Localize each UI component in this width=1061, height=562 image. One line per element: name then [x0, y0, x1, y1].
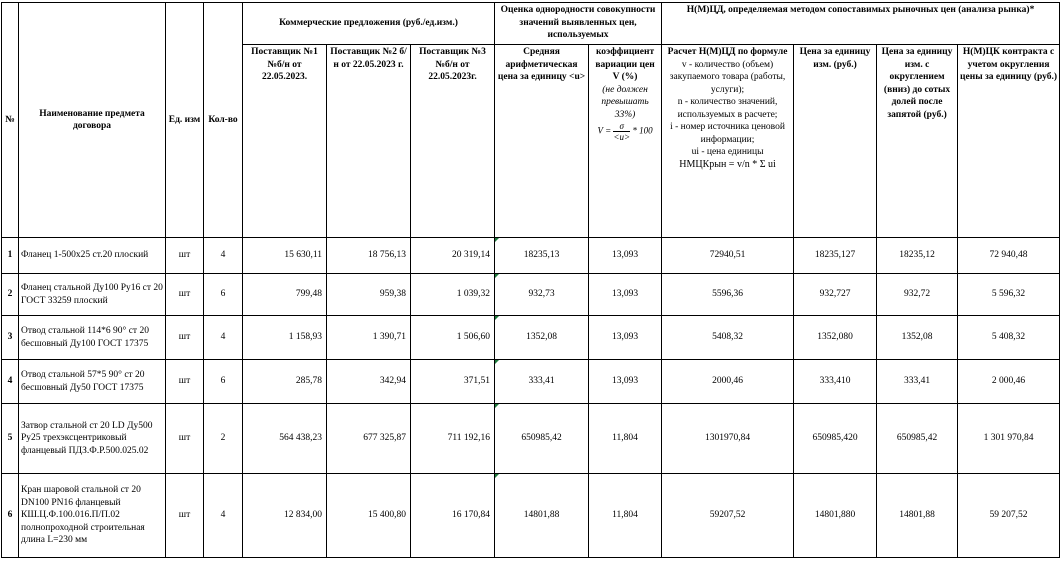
table-row [2, 404, 1060, 474]
row-rounded: 650985,42 [877, 404, 958, 474]
variation-title: коэффициент вариации цен V (%) [595, 47, 655, 82]
variation-formula [591, 121, 659, 142]
row-avg: 333,41 [495, 360, 589, 404]
row-rounded: 1352,08 [877, 316, 958, 360]
row-supplier-1: 15 630,11 [243, 238, 327, 274]
row-qty: 6 [204, 360, 243, 404]
row-variation: 11,804 [589, 474, 662, 558]
row-contract: 5 408,32 [958, 316, 1060, 360]
header-supplier-3: Поставщик №3 №б/н от 22.05.2023г. [411, 45, 495, 238]
table-row [2, 274, 1060, 316]
row-supplier-1: 799,48 [243, 274, 327, 316]
variation-formula-lhs: V = [597, 125, 612, 136]
row-supplier-3: 1 039,32 [411, 274, 495, 316]
row-unit: шт [166, 238, 204, 274]
row-qty: 4 [204, 238, 243, 274]
header-homogeneity-group: Оценка однородности совокупности значений выявленных цен, используемых [495, 3, 662, 45]
row-rounded: 18235,12 [877, 238, 958, 274]
table-row [2, 360, 1060, 404]
header-name: Наименование предмета договора [19, 3, 166, 238]
row-contract: 72 940,48 [958, 238, 1060, 274]
row-no: 4 [2, 360, 19, 404]
row-supplier-3: 20 319,14 [411, 238, 495, 274]
row-supplier-2: 677 325,87 [327, 404, 411, 474]
row-supplier-2: 1 390,71 [327, 316, 411, 360]
row-name: Фланец стальной Ду100 Ру16 ст 20 ГОСТ 33259 плоский [19, 274, 166, 316]
header-supplier-1: Поставщик №1 №б/н от 22.05.2023. [243, 45, 327, 238]
row-name: Фланец 1-500х25 ст.20 плоский [19, 238, 166, 274]
row-unit: шт [166, 474, 204, 558]
row-name: Кран шаровой стальной ст 20 DN100 PN16 фланцевый КШ.Ц.Ф.100.016.П/П.02 полнопроходной строительная длина L=230 мм [19, 474, 166, 558]
header-qty: Кол-во [204, 3, 243, 238]
variation-frac-bottom: <u> [613, 132, 631, 142]
header-nmcd-group: Н(М)ЦД, определяемая методом сопоставимых рыночных цен (анализа рынка)* [662, 3, 1060, 45]
row-qty: 4 [204, 316, 243, 360]
calc-formula: НМЦКрын = v/n * Σ ui [679, 158, 776, 170]
row-supplier-2: 342,94 [327, 360, 411, 404]
row-name: Отвод стальной 114*6 90° ст 20 бесшовный Ду100 ГОСТ 17375 [19, 316, 166, 360]
row-supplier-1: 285,78 [243, 360, 327, 404]
price-justification-table [1, 2, 1060, 558]
row-contract: 5 596,32 [958, 274, 1060, 316]
row-contract: 59 207,52 [958, 474, 1060, 558]
row-avg: 1352,08 [495, 316, 589, 360]
row-unit-price: 1352,080 [794, 316, 877, 360]
row-qty: 4 [204, 474, 243, 558]
header-calc [662, 45, 794, 238]
row-name: Отвод стальной 57*5 90° ст 20 бесшовный Ду50 ГОСТ 17375 [19, 360, 166, 404]
row-name: Затвор стальной ст 20 LD Ду500 Ру25 трехэксцентриковый фланцевый ПДЗ.Ф.Р.500.025.02 [19, 404, 166, 474]
row-unit-price: 18235,127 [794, 238, 877, 274]
row-unit-price: 932,727 [794, 274, 877, 316]
row-avg: 650985,42 [495, 404, 589, 474]
table-row [2, 316, 1060, 360]
row-unit-price: 14801,880 [794, 474, 877, 558]
row-no: 3 [2, 316, 19, 360]
row-calc: 5408,32 [662, 316, 794, 360]
row-calc: 2000,46 [662, 360, 794, 404]
header-avg-price: Средняя арифметическая цена за единицу <u> [495, 45, 589, 238]
row-no: 2 [2, 274, 19, 316]
row-calc: 5596,36 [662, 274, 794, 316]
header-unit: Ед. изм [166, 3, 204, 238]
variation-fraction [613, 121, 630, 142]
row-contract: 1 301 970,84 [958, 404, 1060, 474]
row-contract: 2 000,46 [958, 360, 1060, 404]
header-unit-price: Цена за единицу изм. (руб.) [794, 45, 877, 238]
row-supplier-2: 15 400,80 [327, 474, 411, 558]
header-contract-price: Н(М)ЦК контракта с учетом округления цены за единицу (руб.) [958, 45, 1060, 238]
row-supplier-1: 1 158,93 [243, 316, 327, 360]
calc-i: i - номер источника ценовой информации; [670, 122, 785, 145]
row-supplier-3: 16 170,84 [411, 474, 495, 558]
row-unit: шт [166, 404, 204, 474]
variation-frac-top: σ [613, 121, 630, 132]
row-unit-price: 333,410 [794, 360, 877, 404]
variation-note: (не должен превышать 33%) [601, 84, 649, 120]
variation-formula-mult: * 100 [632, 125, 653, 136]
row-rounded: 333,41 [877, 360, 958, 404]
row-qty: 2 [204, 404, 243, 474]
row-calc: 59207,52 [662, 474, 794, 558]
row-supplier-1: 12 834,00 [243, 474, 327, 558]
header-variation [589, 45, 662, 238]
calc-ui: ui - цена единицы [691, 147, 764, 157]
row-unit: шт [166, 274, 204, 316]
row-supplier-3: 711 192,16 [411, 404, 495, 474]
row-variation: 11,804 [589, 404, 662, 474]
row-unit-price: 650985,420 [794, 404, 877, 474]
table-row [2, 238, 1060, 274]
row-avg: 14801,88 [495, 474, 589, 558]
header-no: № [2, 3, 19, 238]
row-rounded: 14801,88 [877, 474, 958, 558]
row-supplier-3: 371,51 [411, 360, 495, 404]
header-offers-group: Коммерческие предложения (руб./ед.изм.) [243, 3, 495, 45]
row-supplier-2: 959,38 [327, 274, 411, 316]
row-supplier-2: 18 756,13 [327, 238, 411, 274]
table-row [2, 474, 1060, 558]
row-avg: 18235,13 [495, 238, 589, 274]
row-variation: 13,093 [589, 238, 662, 274]
row-calc: 72940,51 [662, 238, 794, 274]
row-no: 6 [2, 474, 19, 558]
row-rounded: 932,72 [877, 274, 958, 316]
row-no: 1 [2, 238, 19, 274]
row-variation: 13,093 [589, 316, 662, 360]
row-unit: шт [166, 360, 204, 404]
row-supplier-1: 564 438,23 [243, 404, 327, 474]
header-rounded-price: Цена за единицу изм. с округлением (вниз) до сотых долей после запятой (руб.) [877, 45, 958, 238]
row-supplier-3: 1 506,60 [411, 316, 495, 360]
row-variation: 13,093 [589, 274, 662, 316]
row-calc: 1301970,84 [662, 404, 794, 474]
calc-v: v - количество (объем) закупаемого товара (работы, услуги); [669, 59, 786, 95]
row-qty: 6 [204, 274, 243, 316]
header-supplier-2: Поставщик №2 б/н от 22.05.2023 г. [327, 45, 411, 238]
calc-n: n - количество значений, используемых в расчете; [677, 97, 778, 120]
row-avg: 932,73 [495, 274, 589, 316]
row-variation: 13,093 [589, 360, 662, 404]
row-unit: шт [166, 316, 204, 360]
calc-title: Расчет Н(М)ЦД по формуле [667, 47, 788, 57]
row-no: 5 [2, 404, 19, 474]
